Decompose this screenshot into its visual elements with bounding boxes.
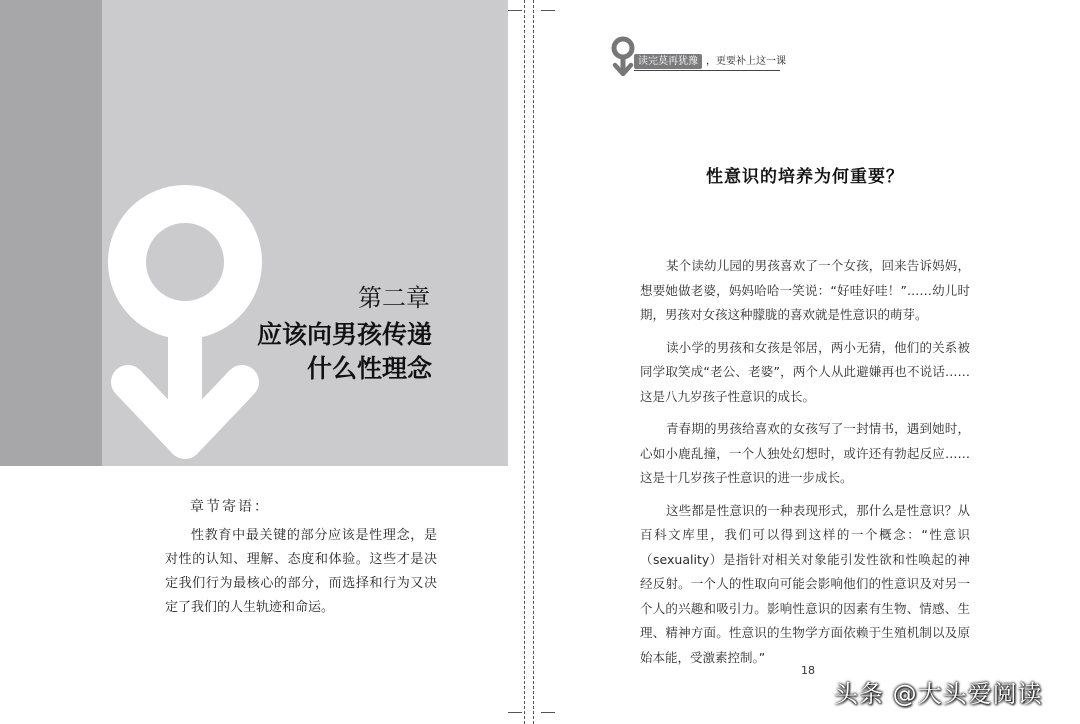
- paragraph: 青春期的男孩给喜欢的女孩写了一封情书，遇到她时，心如小鹿乱撞，一个人独处幻想时，或许还有勃起反应……这是十几岁孩子性意识的进一步成长。: [640, 421, 970, 485]
- body-text: [640, 254, 970, 678]
- symbol-ring: [127, 204, 243, 320]
- crop-mark-bottom-right: [541, 712, 555, 713]
- left-page: [0, 0, 508, 724]
- gutter-line-left: [524, 0, 525, 724]
- header-rule: [634, 70, 780, 71]
- section-title: 性意识的培养为何重要？: [706, 167, 904, 187]
- chapter-title-line-2: 什么性理念: [306, 354, 432, 383]
- page-number: 18: [801, 664, 815, 677]
- watermark: 头条 @大头爱阅读: [834, 680, 1043, 708]
- header-tag: 读完莫再犹豫: [634, 54, 702, 69]
- header-text: ，更要补上这一课: [706, 56, 786, 67]
- gutter-line-right: [533, 0, 534, 724]
- paragraph: 读小学的男孩和女孩是邻居，两小无猜，他们的关系被同学取笑成“老公、老婆”，两个人从此避嫌再也不说话……这是八九岁孩子性意识的成长。: [640, 339, 970, 404]
- crop-mark-top-right: [541, 10, 555, 11]
- chapter-title-line-1: 应该向男孩传递: [256, 320, 432, 349]
- chapter-number: 第二章: [358, 284, 430, 312]
- crop-mark-bottom-left: [508, 712, 522, 713]
- paragraph: 某个读幼儿园的男孩喜欢了一个女孩，回来告诉妈妈，想要她做老婆，妈妈哈哈一笑说：“好哇好哇！”……幼儿时期，男孩对女孩这种朦胧的喜欢就是性意识的萌芽。: [640, 258, 970, 322]
- chapter-note-label: 章节寄语：: [190, 499, 270, 515]
- chapter-cover-strip: [0, 0, 102, 466]
- paragraph: 这些都是性意识的一种表现形式，那什么是性意识？从百科文库里，我们可以得到这样的一个概念：“性意识（sexuality）是指针对相关对象能引发性欲和性唤起的神经反射。一个人的性取向可能会影响他们的性意识及对另一个人的兴趣和吸引力。影响性意识的因素有生物、情感、生理、精神方面。性意识的生物学方面依赖于生殖机制以及原始本能，受激素控制。”: [640, 502, 970, 665]
- chapter-note-text: 性教育中最关键的部分应该是性理念，是对性的认知、理解、态度和体验。这些才是决定我们行为最核心的部分，而选择和行为又决定了我们的人生轨迹和命运。: [165, 528, 437, 615]
- crop-mark-top-left: [508, 10, 522, 11]
- chapter-title: [220, 318, 432, 386]
